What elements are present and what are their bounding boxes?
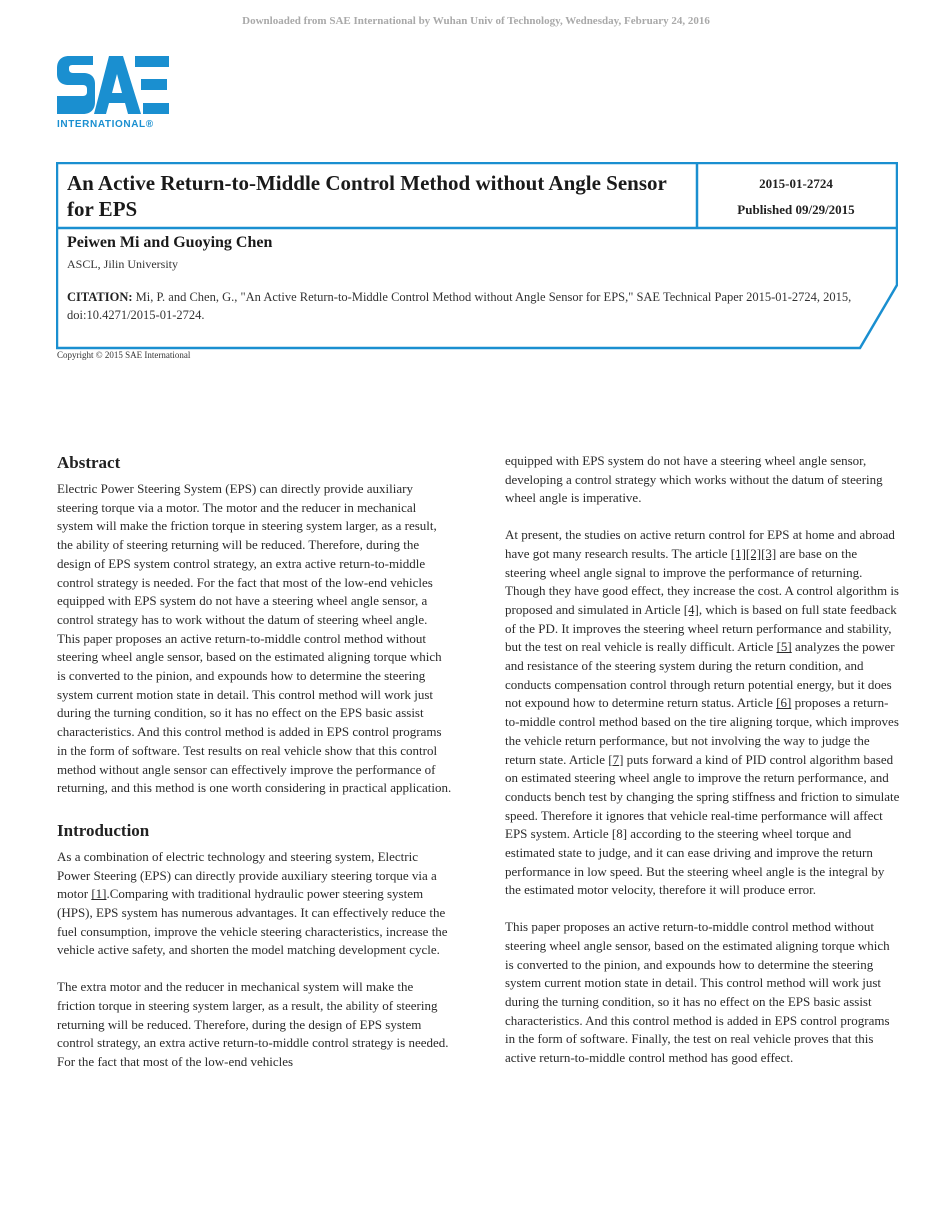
abstract-heading: Abstract	[57, 453, 121, 472]
ref-link-3[interactable]: [3]	[761, 545, 777, 561]
sae-logo-subtitle: INTERNATIONAL®	[57, 119, 154, 130]
authors: Peiwen Mi and Guoying Chen	[67, 234, 273, 251]
intro-p3-text-b: are base on the steering wheel angle signal to improve the performance of returning. Though they have good effect, they increase the cost. A control algorithm is proposed and simulated in Article	[505, 545, 899, 617]
ref-link-6[interactable]: [6]	[776, 695, 792, 711]
intro-p3-text-a: At present, the studies on active return control for EPS at home and abroad have got many research results. The article	[505, 527, 895, 561]
ref-link-1[interactable]: [1]	[730, 545, 746, 561]
intro-p3-text-f: puts forward a kind of PID control algorithm based on estimated steering wheel angle to improve the return performance, and conducts bench test by changing the spring stiffness and friction to simulate speed. Therefore it ignores that vehicle real-time performance will affect EPS system. Article [8] according to the steering wheel torque and estimated state to judge, and it can ease driving and improve the return performance in low speed. But the steering wheel angle is the integral by the estimated motor velocity, therefore it will produce error.	[505, 751, 900, 898]
title-box	[56, 162, 898, 350]
abstract-text: Electric Power Steering System (EPS) can directly provide auxiliary steering torque via a motor. The motor and the reducer in mechanical system will make the friction torque in steering system larger, as a result, the ability of steering returning will be reduced. Therefore, during the design of EPS system control strategy, an extra active return-to-middle control strategy is needed. For the fact that most of the low-end vehicles equipped with EPS system do not have a steering wheel angle sensor, a control strategy has to work without the datum of steering wheel angle. This paper proposes an active return-to-middle control method without steering wheel angle sensor, based on the estimated aligning torque which is converted to the pinion, and expounds how to determine the steering system current motion state in detail. This control method will work just during the turning condition, so it has no effect on the EPS basic assist characteristics. And this control method is added in EPS control programs in the form of software. Test results on real vehicle show that this control method without angle sensor can effectively improve the performance of returning, and this method is one worth considering in practical application.	[57, 481, 452, 796]
ref-link-1[interactable]: [1]	[91, 886, 107, 902]
published-date: Published 09/29/2015	[737, 202, 855, 217]
paper-id: 2015-01-2724	[759, 176, 833, 191]
citation-label: CITATION:	[67, 290, 133, 304]
intro-paragraph-4: This paper proposes an active return-to-middle control method without steering wheel angle sensor, based on the estimated aligning torque which is converted to the pinion, and expounds how to determine the steering system current motion state in detail. This control method will work just during the turning condition, so it has no effect on the EPS basic assist characteristics. And this control method is added in EPS control programs in the form of software. Finally, the test on real vehicle proves that this active return-to-middle control method has good effect.	[505, 919, 890, 1066]
introduction-heading: Introduction	[57, 820, 150, 840]
citation	[67, 288, 867, 324]
citation-text: Mi, P. and Chen, G., "An Active Return-to-Middle Control Method without Angle Sensor for EPS," SAE Technical Paper 2015-01-2724, 2015, doi:10.4271/2015-01-2724.	[67, 290, 852, 322]
paper-title: An Active Return-to-Middle Control Method without Angle Sensor for EPS	[67, 171, 667, 221]
intro-p3-text-c: , which is based on full state feedback of the PD. It improves the steering wheel return performance and stability, but the test on real vehicle is really difficult. Article	[505, 601, 897, 655]
intro-p3-text-e: proposes a return-to-middle control method based on the tire aligning torque, which improves the vehicle return performance, but not involving the way to judge the return state. Article	[505, 695, 899, 767]
intro-paragraph-1	[57, 848, 452, 960]
sae-logo-mark	[57, 56, 169, 114]
intro-p1-text-a: As a combination of electric technology and steering system, Electric Power Steering (EPS) can directly provide auxiliary steering torque via a motor	[57, 848, 437, 902]
affiliation: ASCL, Jilin University	[67, 257, 179, 271]
intro-paragraph-3	[505, 526, 900, 900]
ref-link-7[interactable]: [7]	[608, 751, 624, 767]
ref-link-4[interactable]: [4]	[683, 601, 699, 617]
sae-logo	[57, 56, 182, 134]
intro-paragraph-2: The extra motor and the reducer in mechanical system will make the friction torque in steering system larger, as a result, the ability of steering returning will be reduced. Therefore, during the design of EPS system control strategy, an extra active return-to-middle control strategy is needed. For the fact that most of the low-end vehicles	[57, 979, 449, 1069]
intro-p3-text-d: analyzes the power and resistance of the steering system during the return condition, and conducts compensation control through return potential energy, but it does not expound how to determine return status. Article	[505, 639, 895, 711]
ref-link-5[interactable]: [5]	[776, 639, 792, 655]
copyright: Copyright © 2015 SAE International	[57, 350, 191, 360]
ref-link-2[interactable]: [2]	[745, 545, 762, 561]
left-column	[57, 452, 452, 1072]
intro-paragraph-2-continued: equipped with EPS system do not have a steering wheel angle sensor, developing a control strategy which works without the datum of steering wheel angle is imperative.	[505, 453, 883, 506]
download-notice: Downloaded from SAE International by Wuhan Univ of Technology, Wednesday, February 24, 2016	[242, 15, 710, 27]
right-column	[505, 452, 900, 1068]
intro-p1-text-b: .Comparing with traditional hydraulic power steering system (HPS), EPS system has numerous advantages. It can effectively reduce the fuel consumption, improve the vehicle steering characteristics, increase the vehicle active safety, and shorten the model matching development cycle.	[57, 886, 448, 958]
